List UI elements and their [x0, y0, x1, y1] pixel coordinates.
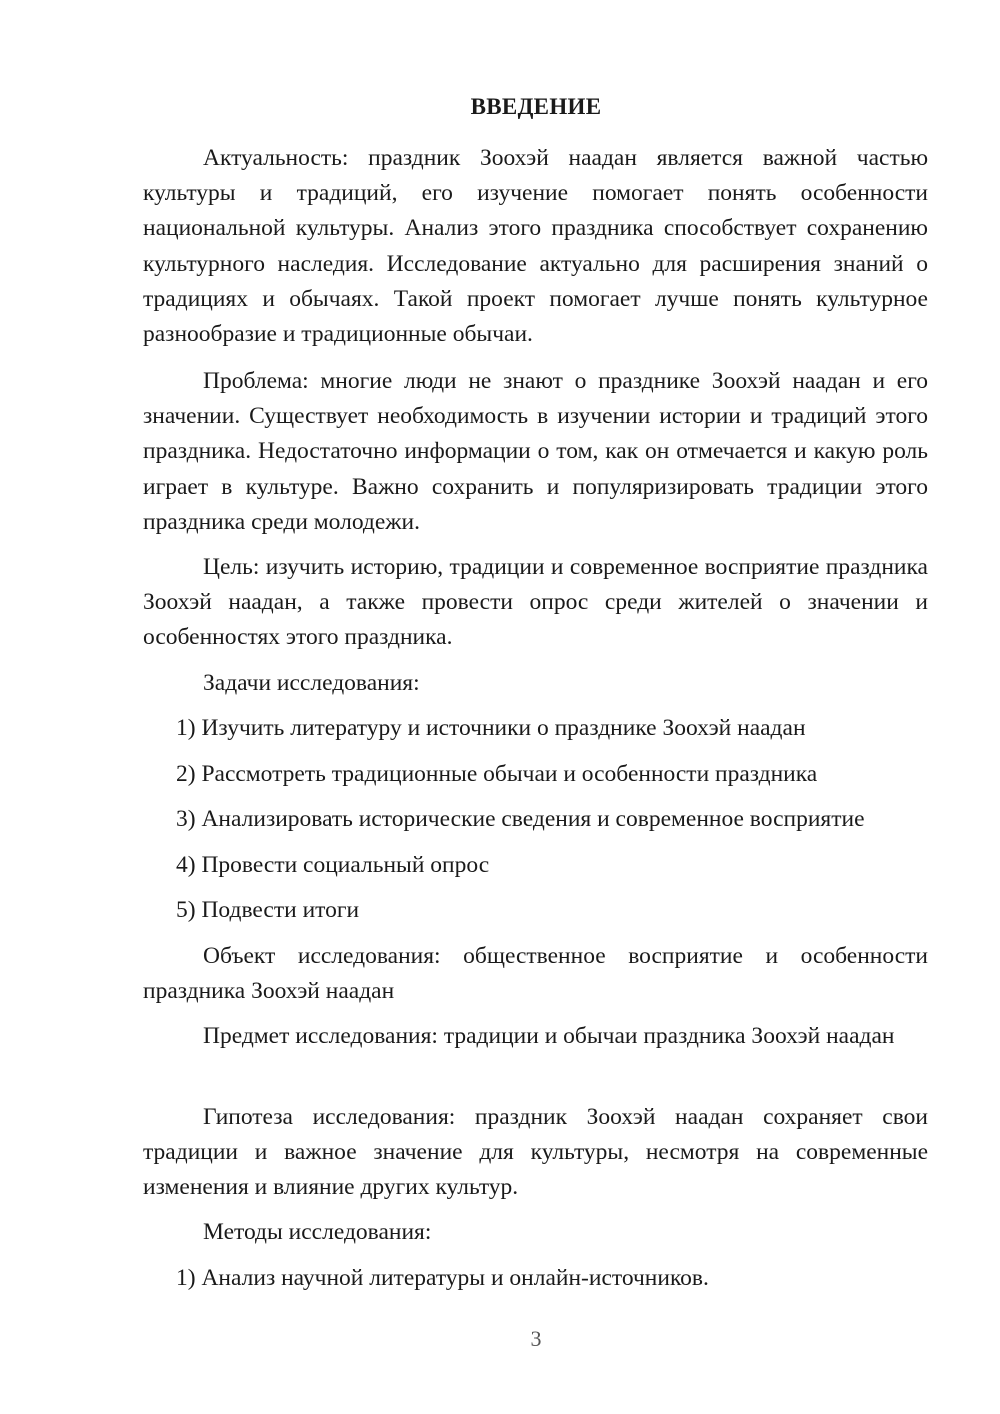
problem-paragraph: Проблема: многие люди не знают о празднике Зоохэй наадан и его значении. Существует необходимость в изучении истории и традиций этого праздника. Недостаточно информации о том, как он отмечается и какую роль играет в культуре. Важно сохранить и популяризировать традиции этого праздника среди молодежи. — [143, 368, 928, 535]
subject-paragraph: Предмет исследования: традиции и обычаи праздника Зоохэй наадан — [203, 1023, 895, 1049]
hypothesis-paragraph: Гипотеза исследования: праздник Зоохэй наадан сохраняет свои традиции и важное значение для культуры, несмотря на современные изменения и влияние других культур. — [143, 1104, 928, 1201]
object-paragraph: Объект исследования: общественное восприятие и особенности праздника Зоохэй наадан — [143, 943, 928, 1005]
goal-paragraph: Цель: изучить историю, традиции и современное восприятие праздника Зоохэй наадан, а также провести опрос среди жителей о значении и особенностях этого праздника. — [143, 554, 928, 651]
task-item: 2) Рассмотреть традиционные обычаи и особенности праздника — [176, 761, 818, 787]
section-title: ВВЕДЕНИЕ — [470, 94, 602, 119]
tasks-heading: Задачи исследования: — [203, 670, 420, 696]
task-item: 1) Изучить литературу и источники о празднике Зоохэй наадан — [176, 715, 806, 741]
task-item: 3) Анализировать исторические сведения и современное восприятие — [176, 806, 865, 832]
relevance-paragraph: Актуальность: праздник Зоохэй наадан является важной частью культуры и традиций, его изучение помогает понять особенности национальной культуры. Анализ этого праздника способствует сохранению культурного наследия. Исследование актуально для расширения знаний о традициях и обычаях. Такой проект помогает лучше понять культурное разнообразие и традиционные обычаи. — [143, 145, 928, 348]
method-item: 1) Анализ научной литературы и онлайн-источников. — [176, 1265, 709, 1291]
methods-heading: Методы исследования: — [203, 1219, 432, 1245]
task-item: 5) Подвести итоги — [176, 897, 360, 923]
page-number: 3 — [530, 1326, 542, 1351]
task-item: 4) Провести социальный опрос — [176, 852, 490, 878]
